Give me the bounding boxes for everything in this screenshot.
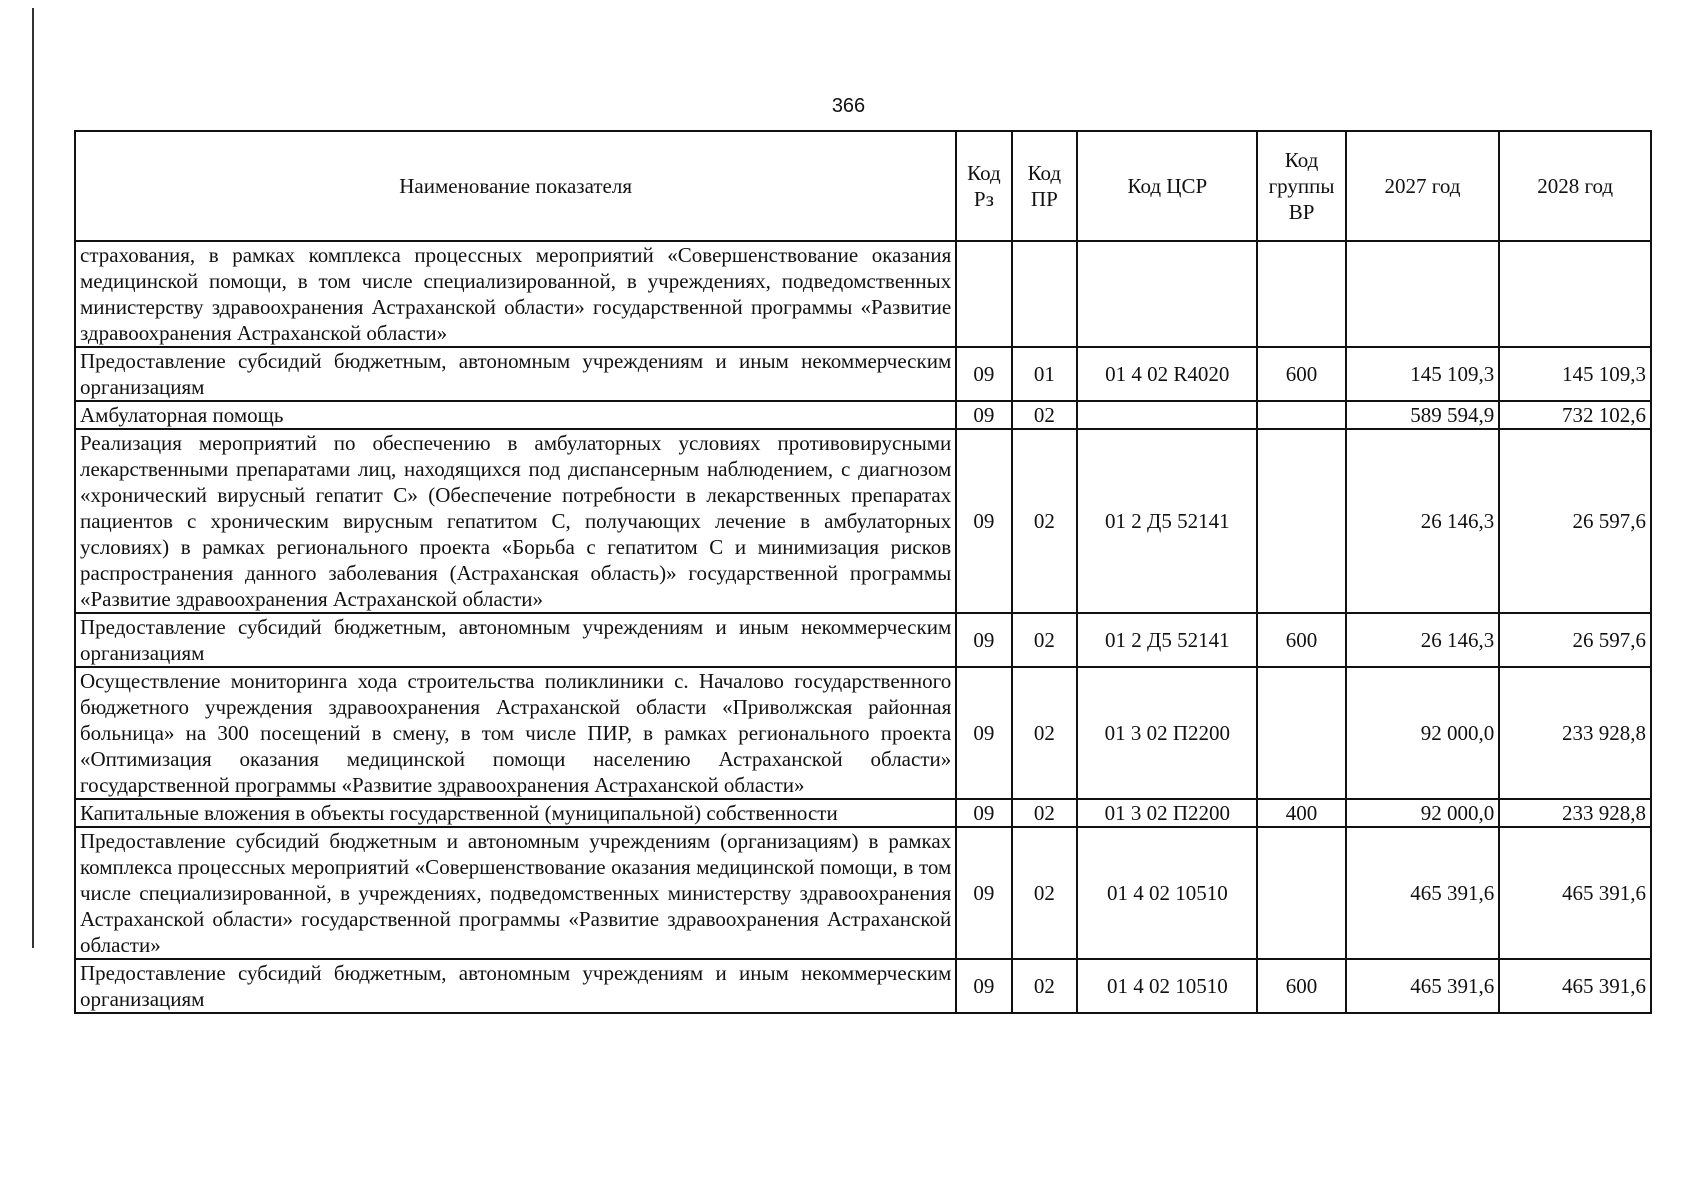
table-row <box>75 429 1651 613</box>
row-2028-cell: 233 928,8 <box>1499 799 1651 827</box>
row-pr-cell: 01 <box>1012 347 1078 401</box>
row-rz-cell: 09 <box>956 799 1011 827</box>
header-2027: 2027 год <box>1346 131 1500 241</box>
row-vr-cell <box>1257 827 1345 959</box>
row-vr-cell <box>1257 241 1345 347</box>
table-row <box>75 347 1651 401</box>
row-2028-cell: 233 928,8 <box>1499 667 1651 799</box>
row-csr-cell: 01 3 02 П2200 <box>1077 667 1257 799</box>
table-row <box>75 667 1651 799</box>
row-pr-cell: 02 <box>1012 429 1078 613</box>
row-csr-cell: 01 4 02 10510 <box>1077 827 1257 959</box>
row-pr-cell: 02 <box>1012 667 1078 799</box>
row-csr-cell <box>1077 401 1257 429</box>
row-vr-cell <box>1257 667 1345 799</box>
row-pr-cell: 02 <box>1012 827 1078 959</box>
row-csr-cell: 01 2 Д5 52141 <box>1077 429 1257 613</box>
row-name-cell: Осуществление мониторинга хода строительства поликлиники с. Началово государственного бюджетного учреждения здравоохранения Астраханской области «Приволжская районная больница» на 300 посещений в смену, в том числе ПИР, в рамках регионального проекта «Оптимизация оказания медицинской помощи населению Астраханской области» государственной программы «Развитие здравоохранения Астраханской области» <box>75 667 956 799</box>
row-2027-cell: 26 146,3 <box>1346 613 1500 667</box>
row-name-cell: Предоставление субсидий бюджетным, автономным учреждениям и иным некоммерческим организациям <box>75 613 956 667</box>
table-body <box>75 241 1651 1013</box>
margin-line <box>32 8 34 948</box>
row-rz-cell: 09 <box>956 401 1011 429</box>
row-name-cell: Амбулаторная помощь <box>75 401 956 429</box>
row-name-cell: Предоставление субсидий бюджетным, автономным учреждениям и иным некоммерческим организациям <box>75 347 956 401</box>
page-number: 366 <box>831 95 866 117</box>
row-rz-cell: 09 <box>956 347 1011 401</box>
row-pr-cell: 02 <box>1012 613 1078 667</box>
row-2027-cell: 145 109,3 <box>1346 347 1500 401</box>
table-row <box>75 613 1651 667</box>
row-2028-cell: 465 391,6 <box>1499 827 1651 959</box>
row-name-cell: Капитальные вложения в объекты государственной (муниципальной) собственности <box>75 799 956 827</box>
row-2027-cell: 465 391,6 <box>1346 827 1500 959</box>
row-2028-cell: 145 109,3 <box>1499 347 1651 401</box>
row-csr-cell: 01 2 Д5 52141 <box>1077 613 1257 667</box>
row-2027-cell: 26 146,3 <box>1346 429 1500 613</box>
row-vr-cell: 600 <box>1257 959 1345 1013</box>
row-csr-cell: 01 3 02 П2200 <box>1077 799 1257 827</box>
row-rz-cell: 09 <box>956 827 1011 959</box>
row-csr-cell <box>1077 241 1257 347</box>
row-rz-cell: 09 <box>956 429 1011 613</box>
row-pr-cell <box>1012 241 1078 347</box>
header-csr: Код ЦСР <box>1077 131 1257 241</box>
row-vr-cell: 600 <box>1257 347 1345 401</box>
row-2028-cell <box>1499 241 1651 347</box>
row-pr-cell: 02 <box>1012 401 1078 429</box>
header-vr: Код группы ВР <box>1257 131 1345 241</box>
row-pr-cell: 02 <box>1012 799 1078 827</box>
row-2028-cell: 26 597,6 <box>1499 613 1651 667</box>
header-2028: 2028 год <box>1499 131 1651 241</box>
row-name-cell: Реализация мероприятий по обеспечению в амбулаторных условиях противовирусными лекарственными препаратами лиц, находящихся под диспансерным наблюдением, с диагнозом «хронический вирусный гепатит С» (Обеспечение потребности в лекарственных препаратах пациентов с хроническим вирусным гепатитом С, получающих лечение в амбулаторных условиях) в рамках регионального проекта «Борьба с гепатитом С и минимизация рисков распространения данного заболевания (Астраханская область)» государственной программы «Развитие здравоохранения Астраханской области» <box>75 429 956 613</box>
row-vr-cell: 600 <box>1257 613 1345 667</box>
header-rz: Код Рз <box>956 131 1011 241</box>
row-rz-cell <box>956 241 1011 347</box>
row-2028-cell: 732 102,6 <box>1499 401 1651 429</box>
row-2028-cell: 465 391,6 <box>1499 959 1651 1013</box>
row-2028-cell: 26 597,6 <box>1499 429 1651 613</box>
row-name-cell: Предоставление субсидий бюджетным и автономным учреждениям (организациям) в рамках комплекса процессных мероприятий «Совершенствование оказания медицинской помощи, в том числе специализированной, в учреждениях, подведомственных министерству здравоохранения Астраханской области» государственной программы «Развитие здравоохранения Астраханской области» <box>75 827 956 959</box>
row-name-cell: страхования, в рамках комплекса процессных мероприятий «Совершенствование оказания медицинской помощи, в том числе специализированной, в учреждениях, подведомственных министерству здравоохранения Астраханской области» государственной программы «Развитие здравоохранения Астраханской области» <box>75 241 956 347</box>
row-2027-cell <box>1346 241 1500 347</box>
row-2027-cell: 92 000,0 <box>1346 799 1500 827</box>
row-vr-cell: 400 <box>1257 799 1345 827</box>
table-row <box>75 799 1651 827</box>
row-rz-cell: 09 <box>956 959 1011 1013</box>
row-2027-cell: 465 391,6 <box>1346 959 1500 1013</box>
row-vr-cell <box>1257 401 1345 429</box>
row-2027-cell: 589 594,9 <box>1346 401 1500 429</box>
row-rz-cell: 09 <box>956 613 1011 667</box>
header-pr: Код ПР <box>1012 131 1078 241</box>
row-name-cell: Предоставление субсидий бюджетным, автономным учреждениям и иным некоммерческим организациям <box>75 959 956 1013</box>
row-csr-cell: 01 4 02 R4020 <box>1077 347 1257 401</box>
budget-table <box>74 130 1652 1014</box>
table-row <box>75 959 1651 1013</box>
table-header-row <box>75 131 1651 241</box>
row-rz-cell: 09 <box>956 667 1011 799</box>
table-row <box>75 401 1651 429</box>
row-csr-cell: 01 4 02 10510 <box>1077 959 1257 1013</box>
header-name: Наименование показателя <box>75 131 956 241</box>
table-row <box>75 241 1651 347</box>
table-row <box>75 827 1651 959</box>
row-2027-cell: 92 000,0 <box>1346 667 1500 799</box>
row-vr-cell <box>1257 429 1345 613</box>
row-pr-cell: 02 <box>1012 959 1078 1013</box>
